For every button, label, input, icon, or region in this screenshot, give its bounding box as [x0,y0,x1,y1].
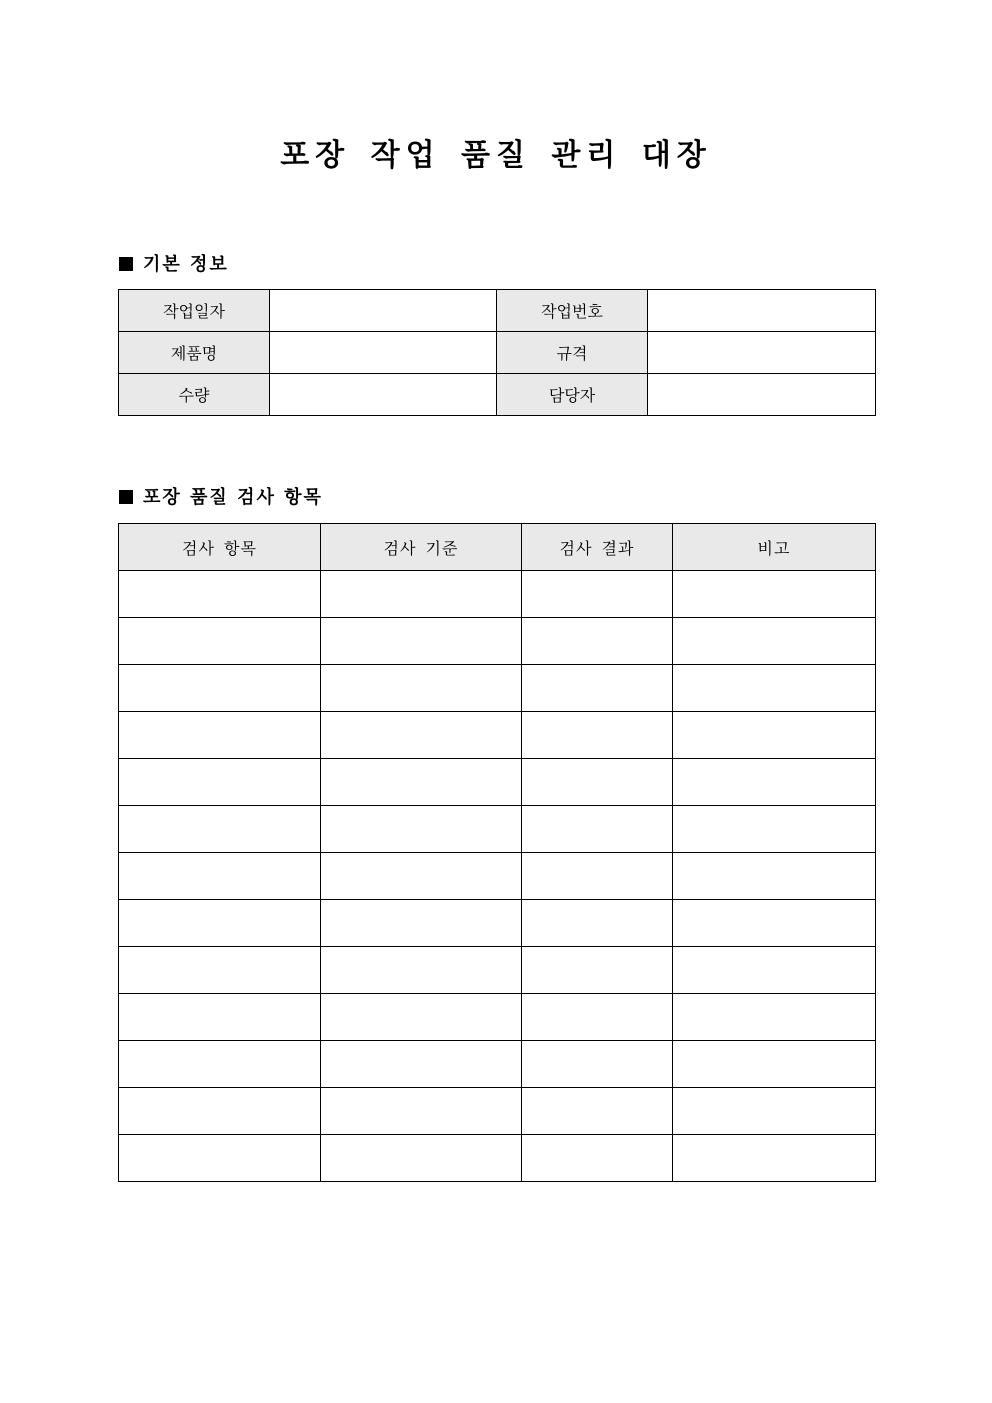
remarks-cell[interactable] [673,947,876,994]
inspection-item-cell[interactable] [119,994,321,1041]
remarks-cell[interactable] [673,618,876,665]
remarks-cell[interactable] [673,571,876,618]
person-in-charge-field[interactable] [648,374,876,416]
label-specification: 규격 [497,332,648,374]
inspection-criteria-cell[interactable] [321,571,522,618]
inspection-header-row [119,524,876,571]
product-name-field[interactable] [270,332,497,374]
inspection-result-cell[interactable] [522,618,673,665]
inspection-criteria-cell[interactable] [321,853,522,900]
inspection-item-cell[interactable] [119,1041,321,1088]
basic-info-table [118,289,876,416]
inspection-item-cell[interactable] [119,618,321,665]
column-header-inspection-criteria: 검사 기준 [321,524,522,571]
inspection-result-cell[interactable] [522,712,673,759]
inspection-item-cell[interactable] [119,1088,321,1135]
inspection-result-cell[interactable] [522,1135,673,1182]
inspection-criteria-cell[interactable] [321,947,522,994]
inspection-criteria-cell[interactable] [321,759,522,806]
inspection-result-cell[interactable] [522,1088,673,1135]
table-row [119,900,876,947]
work-date-field[interactable] [270,290,497,332]
table-row [119,618,876,665]
inspection-criteria-cell[interactable] [321,712,522,759]
inspection-item-cell[interactable] [119,900,321,947]
inspection-result-cell[interactable] [522,900,673,947]
inspection-result-cell[interactable] [522,806,673,853]
square-bullet-icon [119,490,133,504]
inspection-result-cell[interactable] [522,665,673,712]
table-row [119,1135,876,1182]
remarks-cell[interactable] [673,900,876,947]
square-bullet-icon [119,257,133,271]
section-heading-text: 포장 품질 검사 항목 [143,487,323,508]
basic-info-row [119,290,876,332]
inspection-result-cell[interactable] [522,947,673,994]
basic-info-row [119,374,876,416]
basic-info-row [119,332,876,374]
table-row [119,759,876,806]
remarks-cell[interactable] [673,712,876,759]
column-header-inspection-item: 검사 항목 [119,524,321,571]
table-row [119,1088,876,1135]
inspection-table [118,523,876,1182]
inspection-item-cell[interactable] [119,665,321,712]
table-row [119,571,876,618]
inspection-item-cell[interactable] [119,571,321,618]
table-row [119,1041,876,1088]
work-number-field[interactable] [648,290,876,332]
table-row [119,853,876,900]
section-heading-inspection [119,486,323,510]
section-heading-basic-info [119,253,229,277]
inspection-result-cell[interactable] [522,853,673,900]
inspection-criteria-cell[interactable] [321,1088,522,1135]
inspection-item-cell[interactable] [119,712,321,759]
column-header-remarks: 비고 [673,524,876,571]
remarks-cell[interactable] [673,665,876,712]
remarks-cell[interactable] [673,994,876,1041]
specification-field[interactable] [648,332,876,374]
inspection-criteria-cell[interactable] [321,618,522,665]
remarks-cell[interactable] [673,1088,876,1135]
inspection-criteria-cell[interactable] [321,806,522,853]
label-work-number: 작업번호 [497,290,648,332]
table-row [119,712,876,759]
inspection-result-cell[interactable] [522,571,673,618]
inspection-criteria-cell[interactable] [321,900,522,947]
label-quantity: 수량 [119,374,270,416]
label-person-in-charge: 담당자 [497,374,648,416]
inspection-result-cell[interactable] [522,994,673,1041]
inspection-item-cell[interactable] [119,806,321,853]
inspection-item-cell[interactable] [119,853,321,900]
label-product-name: 제품명 [119,332,270,374]
remarks-cell[interactable] [673,1135,876,1182]
document-title: 포장 작업 품질 관리 대장 [280,138,712,173]
remarks-cell[interactable] [673,1041,876,1088]
inspection-item-cell[interactable] [119,1135,321,1182]
inspection-criteria-cell[interactable] [321,994,522,1041]
inspection-item-cell[interactable] [119,759,321,806]
column-header-inspection-result: 검사 결과 [522,524,673,571]
remarks-cell[interactable] [673,759,876,806]
table-row [119,994,876,1041]
section-heading-text: 기본 정보 [143,254,229,275]
inspection-result-cell[interactable] [522,1041,673,1088]
table-row [119,947,876,994]
remarks-cell[interactable] [673,853,876,900]
inspection-criteria-cell[interactable] [321,1041,522,1088]
table-row [119,665,876,712]
inspection-criteria-cell[interactable] [321,665,522,712]
quantity-field[interactable] [270,374,497,416]
table-row [119,806,876,853]
inspection-table-body [119,571,876,1182]
inspection-result-cell[interactable] [522,759,673,806]
inspection-criteria-cell[interactable] [321,1135,522,1182]
inspection-item-cell[interactable] [119,947,321,994]
label-work-date: 작업일자 [119,290,270,332]
remarks-cell[interactable] [673,806,876,853]
